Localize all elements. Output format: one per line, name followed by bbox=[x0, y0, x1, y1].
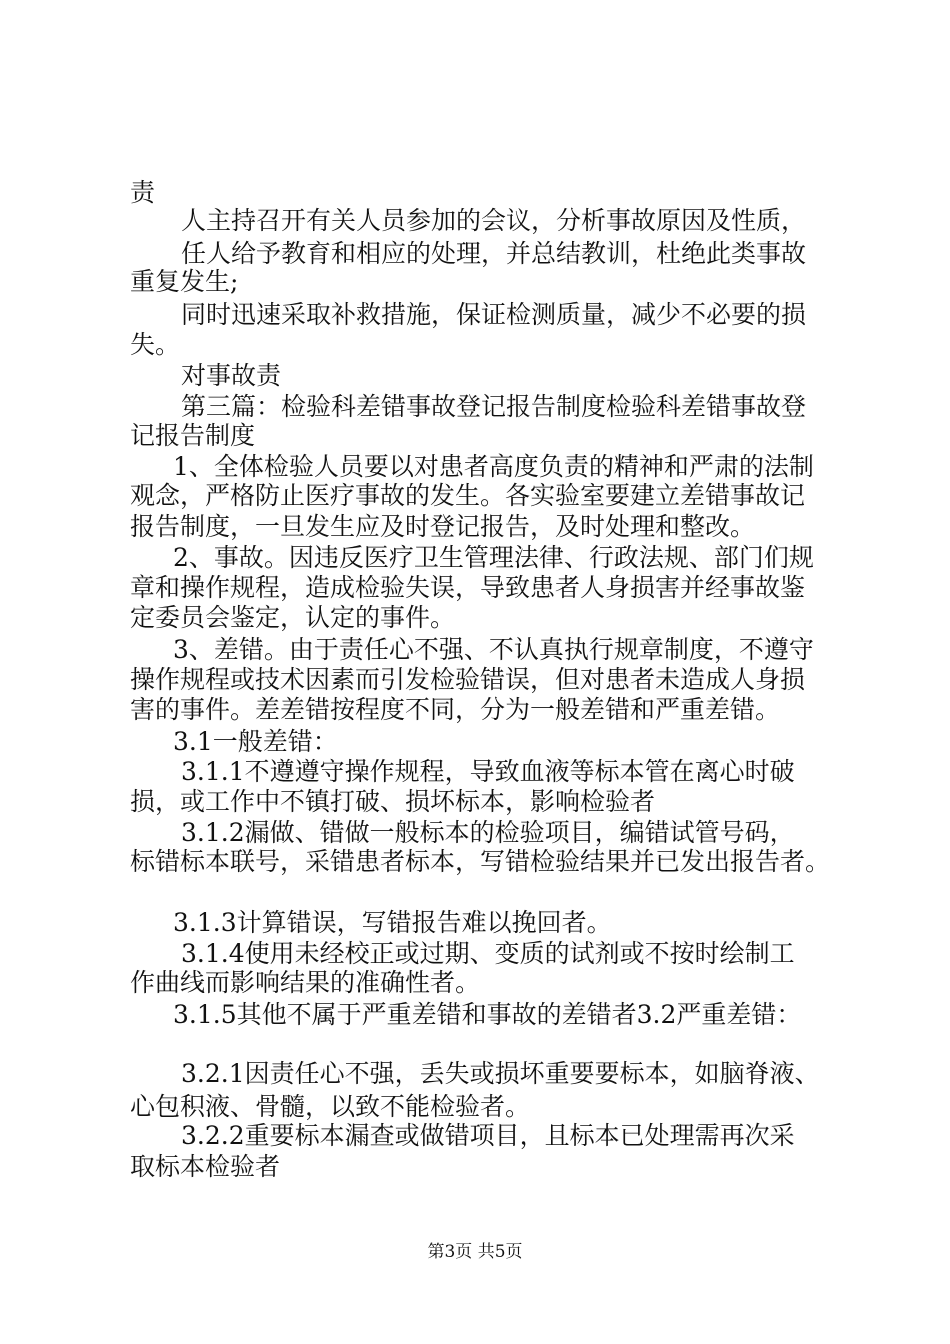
text-line: 取标本检验者 bbox=[130, 1152, 281, 1181]
text-line: 报告制度，一旦发生应及时登记报告，及时处理和整改。 bbox=[130, 512, 756, 541]
text-line: 损，或工作中不镇打破、损坏标本，影响检验者 bbox=[130, 787, 656, 816]
text-line: 责 bbox=[130, 178, 156, 207]
text-line: 3.1.4使用未经校正或过期、变质的试剂或不按时绘制工 bbox=[181, 939, 795, 968]
text-line: 定委员会鉴定，认定的事件。 bbox=[130, 603, 456, 632]
text-line: 章和操作规程，造成检验失误，导致患者人身损害并经事故鉴 bbox=[130, 573, 806, 602]
text-line: 记报告制度 bbox=[130, 421, 256, 450]
text-line: 1、全体检验人员要以对患者高度负责的精神和严肃的法制 bbox=[173, 452, 814, 481]
text-line: 3.1.1不遵遵守操作规程，导致血液等标本管在离心时破 bbox=[181, 757, 795, 786]
text-line: 作曲线而影响结果的准确性者。 bbox=[130, 968, 481, 997]
text-line: 同时迅速采取补救措施，保证检测质量，减少不必要的损 bbox=[181, 300, 807, 329]
text-line: 3.2.2重要标本漏查或做错项目，且标本已处理需再次采 bbox=[181, 1121, 795, 1150]
text-line: 3.1.3计算错误，写错报告难以挽回者。 bbox=[173, 908, 612, 937]
text-line: 2、事故。因违反医疗卫生管理法律、行政法规、部门们规 bbox=[173, 543, 814, 572]
text-line: 第三篇：检验科差错事故登记报告制度检验科差错事故登 bbox=[181, 392, 807, 421]
text-line: 重复发生; bbox=[130, 267, 239, 296]
text-line: 任人给予教育和相应的处理，并总结教训，杜绝此类事故 bbox=[181, 239, 807, 268]
text-line: 3、差错。由于责任心不强、不认真执行规章制度，不遵守 bbox=[173, 635, 814, 664]
text-line: 3.1.2漏做、错做一般标本的检验项目，编错试管号码， bbox=[181, 818, 795, 847]
text-line: 3.1.5其他不属于严重差错和事故的差错者3.2严重差错： bbox=[173, 1000, 802, 1029]
text-line: 失。 bbox=[130, 330, 181, 359]
text-line: 害的事件。差差错按程度不同，分为一般差错和严重差错。 bbox=[130, 695, 781, 724]
text-line: 人主持召开有关人员参加的会议，分析事故原因及性质， bbox=[181, 206, 807, 235]
page-number-footer: 第3页 共5页 bbox=[427, 1242, 523, 1262]
text-line: 标错标本联号，采错患者标本，写错检验结果并已发出报告者。 bbox=[130, 847, 831, 876]
text-line: 心包积液、骨髓，以致不能检验者。 bbox=[130, 1092, 531, 1121]
text-line: 操作规程或技术因素而引发检验错误，但对患者未造成人身损 bbox=[130, 665, 806, 694]
text-line: 观念，严格防止医疗事故的发生。各实验室要建立差错事故记 bbox=[130, 481, 806, 510]
text-line: 3.2.1因责任心不强，丢失或损坏重要要标本，如脑脊液、 bbox=[181, 1059, 820, 1088]
text-line: 3.1一般差错： bbox=[173, 727, 338, 756]
text-line: 对事故责 bbox=[181, 361, 282, 390]
